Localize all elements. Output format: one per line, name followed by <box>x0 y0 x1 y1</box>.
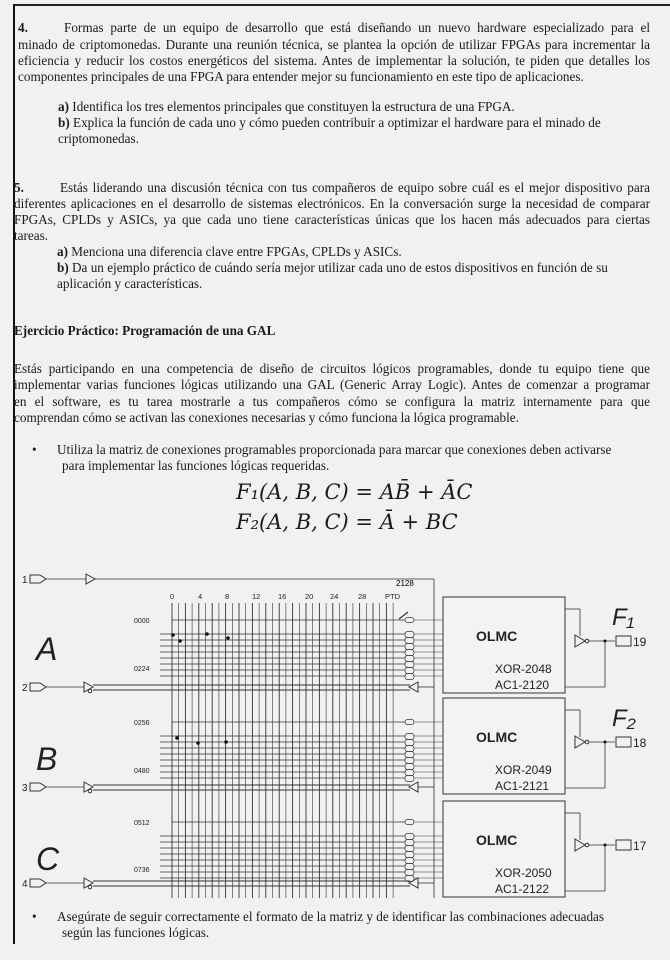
fuse-connection-dot <box>226 636 230 640</box>
olmc-ac1-fuse: AC1-2122 <box>495 882 550 896</box>
and-gate-icon <box>405 662 414 668</box>
q5-b-label: b) <box>57 260 69 275</box>
column-label: 28 <box>358 592 367 601</box>
output-pin-label: 18 <box>633 736 647 750</box>
q4-a-text: Identifica los tres elementos principales que constituyen la estructura de una FPGA. <box>72 99 515 114</box>
column-label: 20 <box>305 592 314 601</box>
input-pin-icon <box>30 683 46 691</box>
and-gate-icon <box>405 852 414 858</box>
and-gate-icon <box>405 720 414 725</box>
q4-b-cont: criptomonedas. <box>58 131 139 146</box>
pin-label: 4 <box>22 879 28 890</box>
and-gate-icon <box>405 764 414 770</box>
and-gate-icon <box>405 864 414 870</box>
and-gate-icon <box>405 770 414 776</box>
column-label: 24 <box>330 592 339 601</box>
q5-b-text: Da un ejemplo práctico de cuándo sería mejor utilizar cada uno de estos dispositivos en función de su <box>72 260 608 275</box>
column-label: PTD <box>385 592 400 601</box>
q5-line-1 <box>14 180 650 196</box>
input-pin-icon <box>30 879 46 887</box>
gal-logic-diagram <box>0 560 670 905</box>
column-label: 0 <box>170 592 175 601</box>
pin-label: 3 <box>22 783 28 794</box>
handwritten-input-label: C <box>36 841 60 877</box>
practice-line-3: en el software, es tu tarea mostrarle a tus compañeros cómo se configura la matriz internamente para que <box>14 394 650 409</box>
ptd-fuse-label: 2128 <box>396 579 414 588</box>
and-gate-icon <box>405 674 414 680</box>
and-gate-icon <box>405 752 414 758</box>
output-pin-label: 17 <box>633 839 647 853</box>
bullet-1-line-2: para implementar las funciones lógicas requeridas. <box>62 458 330 473</box>
q4-line-2: minado de criptomonedas. Durante una reunión técnica, se plantea la opción de utilizar FPGAs para incrementar la <box>18 37 650 52</box>
output-pin-icon <box>616 840 631 850</box>
q5-text: Estás liderando una discusión técnica con tus compañeros de equipo sobre cuál es el mejor dispositivo para <box>60 180 650 195</box>
output-buffer-icon <box>575 635 585 647</box>
q5-line-3: FPGAs, CPLDs y ASICs, ya que cada uno tiene características únicas que los hacen más adecuados para ciertas <box>14 212 650 227</box>
inverter-bubble-icon <box>88 789 92 793</box>
q4-text: Formas parte de un equipo de desarrollo que está diseñando un nuevo hardware especializado para el <box>64 20 650 35</box>
handwritten-input-label: A <box>36 631 58 667</box>
practice-heading: Ejercicio Práctico: Programación de una GAL <box>14 323 276 338</box>
q4-b-label: b) <box>58 115 70 130</box>
output-pin-icon <box>616 636 631 646</box>
output-buffer-icon <box>575 839 585 851</box>
column-label: 12 <box>252 592 261 601</box>
q4-a <box>58 99 515 115</box>
bullet-1-line-1: Utiliza la matriz de conexiones programables proporcionada para marcar que conexiones deben activarse <box>57 442 612 457</box>
and-gate-icon <box>405 644 414 650</box>
row-label: 0736 <box>134 867 150 874</box>
and-gate-icon <box>405 734 414 740</box>
q4-line-3: eficiencia y reducir los costos energéticos del sistema. Antes de implementar la solución, te piden que detalles los <box>18 53 650 68</box>
olmc-xor-fuse: XOR-2049 <box>495 763 552 777</box>
q5-line-4: tareas. <box>14 228 49 243</box>
output-pin-label: 19 <box>633 635 647 649</box>
row-label: 0000 <box>134 618 150 625</box>
fuse-connection-dot <box>175 736 179 740</box>
equation-f2: F₂(A, B, C) = Ā + BC <box>236 510 458 534</box>
olmc-title: OLMC <box>476 628 518 644</box>
practice-line-1: Estás participando en una competencia de diseño de circuitos lógicos programables, donde tu equipo tiene que <box>14 361 650 376</box>
column-label: 8 <box>225 592 230 601</box>
buffer-icon <box>86 574 95 584</box>
practice-line-4: comprendan cómo se activan las conexiones necesarias y cómo funciona la lógica programable. <box>14 410 519 425</box>
and-gate-icon <box>405 870 414 876</box>
handwritten-function-label: F₂ <box>612 705 636 732</box>
and-gate-icon <box>405 632 414 638</box>
olmc-title: OLMC <box>476 832 518 848</box>
q4-line-1 <box>18 20 650 36</box>
q4-a-label: a) <box>58 99 69 114</box>
and-gate-icon <box>405 668 414 674</box>
pin-1-label: 1 <box>22 575 28 586</box>
and-gate-icon <box>405 776 414 782</box>
and-gate-icon <box>405 758 414 764</box>
and-gate-icon <box>405 746 414 752</box>
q5-a-label: a) <box>57 244 68 259</box>
and-gate-icon <box>405 820 414 825</box>
and-gate-icon <box>405 846 414 852</box>
feedback-buffer-icon <box>409 782 418 792</box>
inverter-bubble-icon <box>88 885 92 889</box>
q5-a-text: Menciona una diferencia clave entre FPGAs, CPLDs y ASICs. <box>71 244 402 259</box>
equation-f1: F₁(A, B, C) = AB̄ + ĀC <box>236 480 473 504</box>
input-pin-icon <box>30 575 46 583</box>
and-gate-icon <box>405 638 414 644</box>
input-pin-icon <box>30 783 46 791</box>
q5-line-2: diferentes aplicaciones en el desarrollo de sistemas electrónicos. En la conversación surge la necesidad de comparar <box>14 196 650 211</box>
output-pin-icon <box>616 737 631 747</box>
row-label: 0224 <box>134 666 150 673</box>
and-gate-icon <box>405 840 414 846</box>
fuse-connection-dot <box>224 740 228 744</box>
q4-b <box>58 115 601 131</box>
olmc-xor-fuse: XOR-2050 <box>495 866 552 880</box>
column-label: 4 <box>198 592 203 601</box>
fuse-connection-dot <box>178 639 182 643</box>
bullet-1-dot: • <box>32 442 37 457</box>
pin-label: 2 <box>22 683 28 694</box>
and-gate-icon <box>405 834 414 840</box>
fuse-connection-dot <box>171 633 175 637</box>
bullet-2-line-1: Asegúrate de seguir correctamente el formato de la matriz y de identificar las combinaciones adecuadas <box>57 909 605 924</box>
q5-a <box>57 244 402 260</box>
fuse-connection-dot <box>205 632 209 636</box>
fuse-matrix-grid <box>30 574 631 898</box>
row-label: 0256 <box>134 720 150 727</box>
handwritten-input-label: B <box>36 741 58 777</box>
and-gate-icon <box>405 858 414 864</box>
row-label: 0512 <box>134 820 150 827</box>
q5-b <box>57 260 608 276</box>
q4-b-text: Explica la función de cada uno y cómo pueden contribuir a optimizar el hardware para el minado de <box>73 115 601 130</box>
output-buffer-icon <box>575 736 585 748</box>
q5-b-cont: aplicación y características. <box>57 276 203 291</box>
bullet-2-line-2: según las funciones lógicas. <box>62 925 210 940</box>
page-border-top <box>13 4 670 6</box>
and-gate-icon <box>405 650 414 656</box>
q4-line-4: componentes principales de una FPGA para entender mejor su funcionamiento en este tipo de aplicaciones. <box>18 69 584 84</box>
q5-number: 5. <box>14 180 24 195</box>
olmc-title: OLMC <box>476 729 518 745</box>
fuse-connection-dot <box>196 741 200 745</box>
bullet-2-dot: • <box>32 909 37 924</box>
practice-line-2: implementar varias funciones lógicas utilizando una GAL (Generic Array Logic). Antes de comenzar a programar <box>14 377 650 392</box>
q4-number: 4. <box>18 20 28 35</box>
inverter-bubble-icon <box>88 689 92 693</box>
olmc-ac1-fuse: AC1-2120 <box>495 678 550 692</box>
feedback-buffer-icon <box>409 682 418 692</box>
handwritten-function-label: F₁ <box>612 604 635 631</box>
and-gate-icon <box>405 740 414 746</box>
and-gate-icon <box>405 656 414 662</box>
row-label: 0480 <box>134 768 150 775</box>
column-label: 16 <box>278 592 287 601</box>
and-gate-icon <box>405 618 414 623</box>
olmc-xor-fuse: XOR-2048 <box>495 662 552 676</box>
olmc-ac1-fuse: AC1-2121 <box>495 779 550 793</box>
